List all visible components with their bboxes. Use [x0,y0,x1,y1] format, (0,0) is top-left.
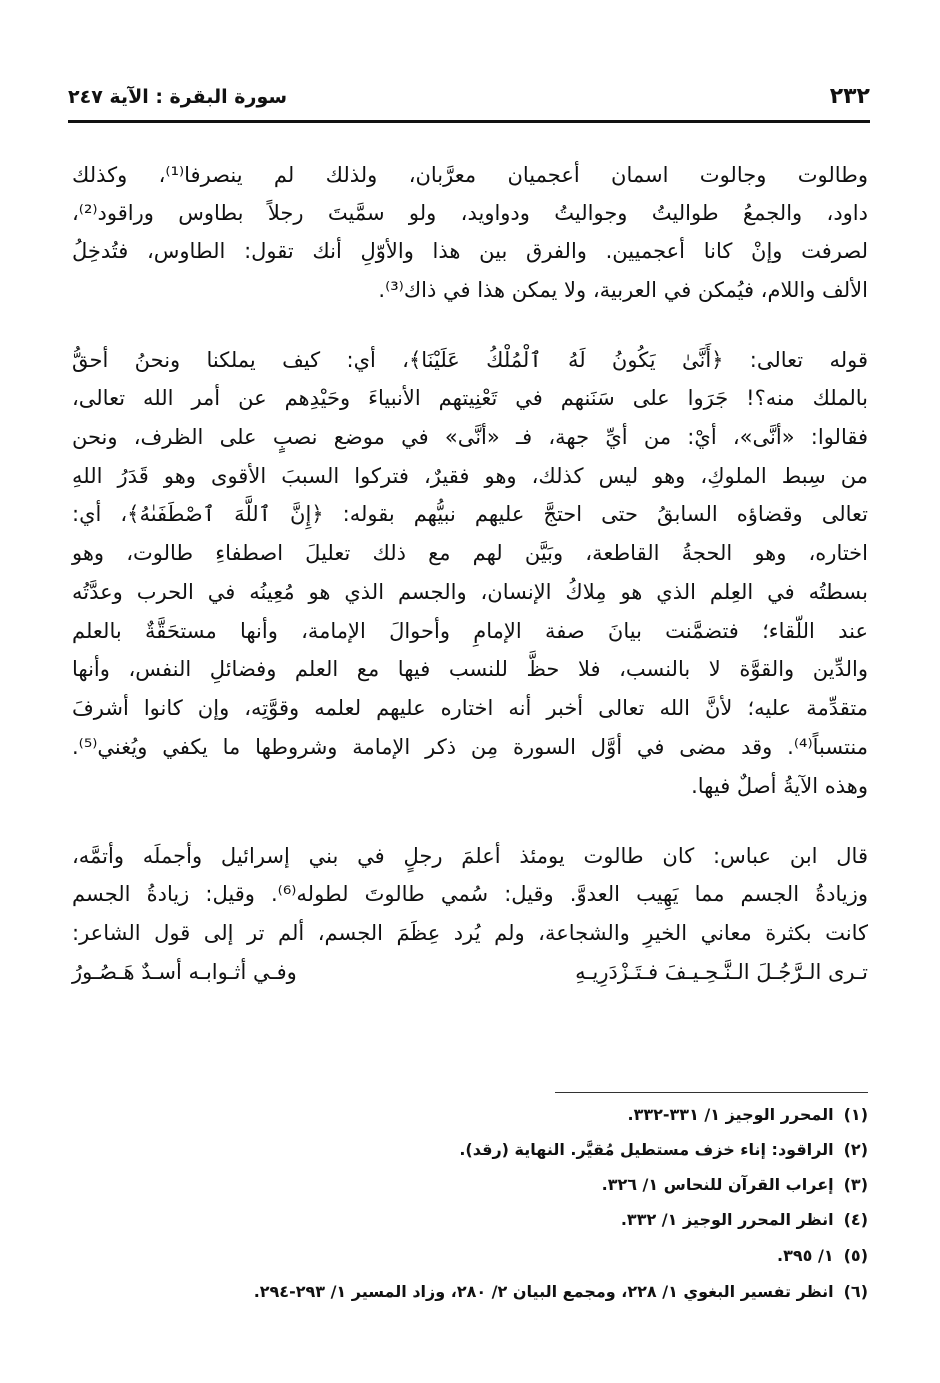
text-line: قوله تعالى: ﴿أَنَّىٰ يَكُونُ لَهُ ٱلْمُلْكُ عَلَيْنَا﴾، أي: كيف يملكنا ونحنُ أحقُّ [72,348,868,372]
text-line: وطالوت وجالوت اسمان أعجميان معرَّبان، ولذلك لم ينصرفا⁽¹⁾، وكذلك [72,163,868,187]
footnote [459,1137,868,1163]
page-number: ٢٣٢ [829,84,870,109]
text-line: والدِّين والقوَّة لا بالنسب، فلا حظَّ للنسب فيها مع العلم وفضائلِ النفس، وأنها [72,657,868,681]
text-line: تعالى وقضاؤه السابقُ حتى احتجَّ عليهم نبيُّهم بقوله: ﴿إِنَّ ٱللَّهَ ٱصْطَفَىٰهُ﴾، أي: [72,502,868,526]
footnote-number: (١) [843,1105,868,1124]
text-line: اختاره، وهو الحجةُ القاطعة، وبَيَّن لهم مع ذلك تعليلَ اصطفاءِ طالوت، وهو [72,541,868,565]
text-line: متقدِّمة عليه؛ لأنَّ الله تعالى أخبر أنه اختاره عليهم لعلمه وقوَّتِه، وإن كانوا أشرفَ [72,696,868,720]
footnote [777,1243,868,1269]
footnote [602,1172,868,1198]
text-line: من سِبط الملوكِ، وهو ليس كذلك، وهو فقيرٌ، فتركوا السببَ الأقوى وهو قَدَرُ اللهِ [72,464,868,488]
poem-hemistich-1: تـرى الـرَّجُـلَ الـنَّـحِـيـفَ فـتَـزْدَرِيـهِ [575,960,868,984]
footnote-text: إعراب القرآن للنحاس ١/ ٣٢٦. [601,1175,834,1194]
footnote-separator [555,1092,868,1093]
footnote-number: (٢) [843,1140,868,1159]
footnote-number: (٦) [843,1282,868,1301]
footnote-text: المحرر الوجيز ١/ ٣٣١-٣٣٢. [627,1105,834,1124]
text-line: فقالوا: «أنَّى»، أيْ: من أيِّ جهة، فـ «أنَّى» في موضع نصبٍ على الظرف، ونحن [72,425,868,449]
footnote [254,1279,868,1305]
footnote-text: ١/ ٣٩٥. [777,1246,834,1265]
text-line: داود، والجمعُ طواليتُ وجواليتُ ودواويد، ولو سمَّيتَ رجلاً بطاوس وراقود⁽²⁾، [72,201,868,225]
surah-reference: سورة البقرة : الآية ٢٤٧ [68,86,288,108]
text-line: بسطتُه في العِلم الذي هو مِلاكُ الإنسان، والجسم الذي هو مُعِينُه في الحرب وعدَّتُه [72,580,868,604]
footnote-number: (٣) [843,1175,868,1194]
header-rule [68,120,870,123]
text-line: قال ابن عباس: كان طالوت يومئذ أعلمَ رجلٍ في بني إسرائيل وأجملَه وأتمَّه، [72,844,868,868]
footnote [628,1102,868,1128]
text-line: عند اللّقاء؛ فتضمَّنت بيانَ صفة الإمامِ وأحوالَ الإمامة، وأنها مستحَقَّةٌ بالعلم [72,619,868,643]
poem-hemistich-2: وفـي أثـوابـه أسـدٌ هَـصُـورُ [72,960,297,984]
text-line: كانت بكثرة معاني الخيرِ والشجاعة، ولم يُرد عِظَمَ الجسم، ألم تر إلى قول الشاعر: [72,921,868,945]
footnote-text: انظر المحرر الوجيز ١/ ٣٣٢. [620,1210,834,1229]
poem-verse [72,954,868,990]
text-line: وزيادةُ الجسم مما يَهِيب العدوَّ. وقيل: سُمي طالوتَ لطوله⁽⁶⁾. وقيل: زيادةُ الجسم [72,882,869,906]
text-line: الألف واللام، فيُمكن في العربية، ولا يمكن هذا في ذاك⁽³⁾. [378,278,868,302]
text-line: بالملك منه؟! جَرَوا على سَنَنهم في تَعْنِيتهم الأنبياءَ وحَيْدِهم عن أمر الله تعالى، [72,386,868,410]
text-line: وهذه الآيةُ أصلٌ فيها. [691,774,868,798]
footnote [621,1207,868,1233]
footnote-text: الراقود: إناء خزف مستطيل مُقيَّر. النهاية (رقد). [459,1140,834,1159]
text-line: لصرفت وإنْ كانا أعجميين. والفرق بين هذا والأوّلِ أنك تقول: الطاوس، فتُدخِلُ [72,239,868,263]
text-line: منتسباً⁽⁴⁾. وقد مضى في أوَّل السورة مِن ذكر الإمامة وشروطها ما يكفي ويُغني⁽⁵⁾. [72,735,868,759]
running-header [68,84,870,114]
footnote-number: (٤) [843,1210,868,1229]
footnote-number: (٥) [843,1246,868,1265]
footnote-text: انظر تفسير البغوي ١/ ٢٢٨، ومجمع البيان ٢/ ٢٨٠، وزاد المسير ١/ ٢٩٣-٢٩٤. [253,1282,834,1301]
